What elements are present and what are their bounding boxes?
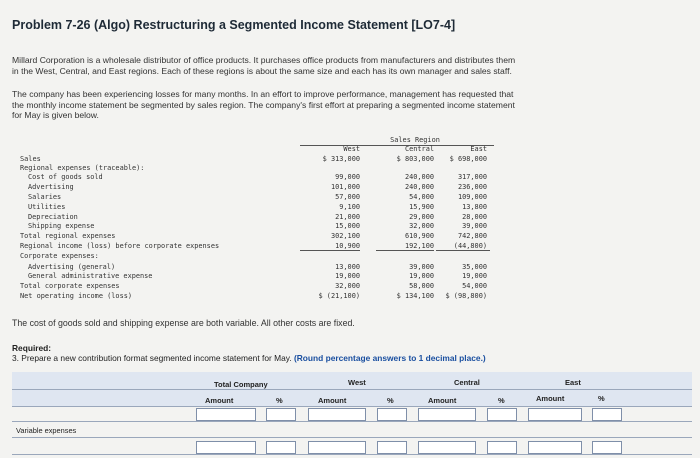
col-percent: % [498, 396, 505, 405]
statement-value-west: 21,000 [335, 213, 360, 221]
statement-row-label: General administrative expense [28, 272, 153, 280]
statement-value-west: 13,000 [335, 263, 360, 271]
statement-value-west: 57,000 [335, 193, 360, 201]
col-header-central: Central [404, 145, 434, 153]
statement-value-east: 236,000 [457, 183, 487, 191]
statement-value-central: $ 803,000 [396, 155, 434, 163]
statement-value-east: 317,000 [457, 173, 487, 181]
statement-value-east: 54,000 [462, 282, 487, 290]
statement-row-label: Depreciation [28, 213, 78, 221]
col-header-east: East [470, 145, 487, 153]
statement-value-central: 15,900 [409, 203, 434, 211]
required-instruction: 3. Prepare a new contribution format segmented income statement for May. [12, 353, 292, 363]
statement-value-east: $ (98,800) [445, 292, 487, 300]
statement-value-west: $ 313,000 [322, 155, 360, 163]
statement-value-east: 13,800 [462, 203, 487, 211]
east-cogs-amount-input[interactable] [528, 441, 582, 454]
intro-paragraph-1 [12, 55, 692, 76]
central-cogs-percent-input[interactable] [487, 441, 517, 454]
intro-paragraph-2 [12, 89, 692, 121]
statement-value-west: 10,900 [335, 242, 360, 250]
group-east: East [565, 378, 581, 387]
statement-value-central: 19,000 [409, 272, 434, 280]
statement-row-label: Utilities [28, 203, 66, 211]
east-sales-amount-input[interactable] [528, 408, 582, 421]
statement-value-east: 35,000 [462, 263, 487, 271]
statement-value-central: 29,000 [409, 213, 434, 221]
required-text [12, 353, 486, 363]
statement-value-west: 15,000 [335, 222, 360, 230]
statement-row-label: Net operating income (loss) [20, 292, 133, 300]
col-percent: % [598, 394, 605, 403]
statement-value-east: 109,000 [457, 193, 487, 201]
statement-row-label: Corporate expenses: [20, 252, 99, 260]
west-sales-amount-input[interactable] [308, 408, 366, 421]
header-divider [12, 389, 692, 390]
statement-row-label: Cost of goods sold [28, 173, 103, 181]
statement-row-label: Salaries [28, 193, 62, 201]
col-amount: Amount [536, 394, 565, 403]
total-sales-percent-input[interactable] [266, 408, 296, 421]
statement-value-central: 240,000 [404, 183, 434, 191]
statement-value-central: 58,000 [409, 282, 434, 290]
statement-value-west: 32,000 [335, 282, 360, 290]
statement-row-label: Sales [20, 155, 41, 163]
col-percent: % [387, 396, 394, 405]
row-rule [12, 437, 692, 438]
statement-value-west: 302,100 [330, 232, 360, 240]
statement-row-label: Total regional expenses [20, 232, 116, 240]
group-total-company: Total Company [214, 380, 268, 389]
central-sales-amount-input[interactable] [418, 408, 476, 421]
col-percent: % [276, 396, 283, 405]
statement-value-east: 19,000 [462, 272, 487, 280]
west-sales-percent-input[interactable] [377, 408, 407, 421]
statement-row-label: Advertising (general) [28, 263, 116, 271]
intro-line: for May is given below. [12, 110, 99, 120]
total-sales-amount-input[interactable] [196, 408, 256, 421]
subtotal-rule [436, 250, 490, 251]
intro-line: in the West, Central, and East regions. Each of these regions is about the same size and each has its own manager and sales staff. [12, 65, 512, 76]
statement-value-central: 32,000 [409, 222, 434, 230]
statement-value-west: 9,100 [339, 203, 360, 211]
statement-value-east: 28,000 [462, 213, 487, 221]
statement-value-west: $ (21,100) [318, 292, 360, 300]
statement-value-central: 39,000 [409, 263, 434, 271]
row-rule [12, 454, 692, 455]
statement-value-central: 54,000 [409, 193, 434, 201]
statement-value-central: $ 134,100 [396, 292, 434, 300]
required-label: Required: [12, 343, 52, 353]
col-amount: Amount [428, 396, 457, 405]
header-bottom-rule [12, 406, 692, 407]
statement-value-east: 742,800 [457, 232, 487, 240]
subtotal-rule [300, 250, 360, 251]
west-cogs-amount-input[interactable] [308, 441, 366, 454]
statement-value-west: 101,000 [330, 183, 360, 191]
statement-value-west: 19,000 [335, 272, 360, 280]
statement-value-east: $ 698,000 [449, 155, 487, 163]
subtotal-rule [376, 250, 434, 251]
group-central: Central [454, 378, 480, 387]
statement-value-east: 39,000 [462, 222, 487, 230]
west-cogs-percent-input[interactable] [377, 441, 407, 454]
col-amount: Amount [318, 396, 347, 405]
statement-value-east: (44,800) [453, 242, 487, 250]
statement-value-central: 610,900 [404, 232, 434, 240]
statement-row-label: Total corporate expenses [20, 282, 120, 290]
col-amount: Amount [205, 396, 234, 405]
statement-row-label: Advertising [28, 183, 74, 191]
east-cogs-percent-input[interactable] [592, 441, 622, 454]
sales-region-header: Sales Region [390, 136, 440, 144]
group-west: West [348, 378, 366, 387]
east-sales-percent-input[interactable] [592, 408, 622, 421]
central-cogs-amount-input[interactable] [418, 441, 476, 454]
col-header-west: West [343, 145, 360, 153]
statement-row-label: Shipping expense [28, 222, 95, 230]
cost-behavior-note: The cost of goods sold and shipping expense are both variable. All other costs are fixed. [12, 318, 355, 328]
statement-row-label: Regional income (loss) before corporate expenses [20, 242, 220, 250]
intro-line: The company has been experiencing losses for many months. In an effort to improve performance, management has requested that [12, 89, 514, 99]
total-cogs-amount-input[interactable] [196, 441, 256, 454]
statement-row-label: Regional expenses (traceable): [20, 164, 145, 172]
row-label-variable-expenses: Variable expenses [16, 426, 77, 435]
intro-line: the monthly income statement be segmented by sales region. The company's first effort at preparing a segmented income statement [12, 99, 515, 110]
problem-title: Problem 7-26 (Algo) Restructuring a Segmented Income Statement [LO7-4] [12, 18, 456, 32]
statement-value-west: 99,000 [335, 173, 360, 181]
statement-value-central: 192,100 [404, 242, 434, 250]
central-sales-percent-input[interactable] [487, 408, 517, 421]
total-cogs-percent-input[interactable] [266, 441, 296, 454]
rounding-instruction: (Round percentage answers to 1 decimal place.) [293, 353, 486, 363]
intro-line: Millard Corporation is a wholesale distributor of office products. It purchases office products from manufacturers and distributes them [12, 55, 516, 65]
statement-value-central: 240,000 [404, 173, 434, 181]
row-rule [12, 421, 692, 422]
